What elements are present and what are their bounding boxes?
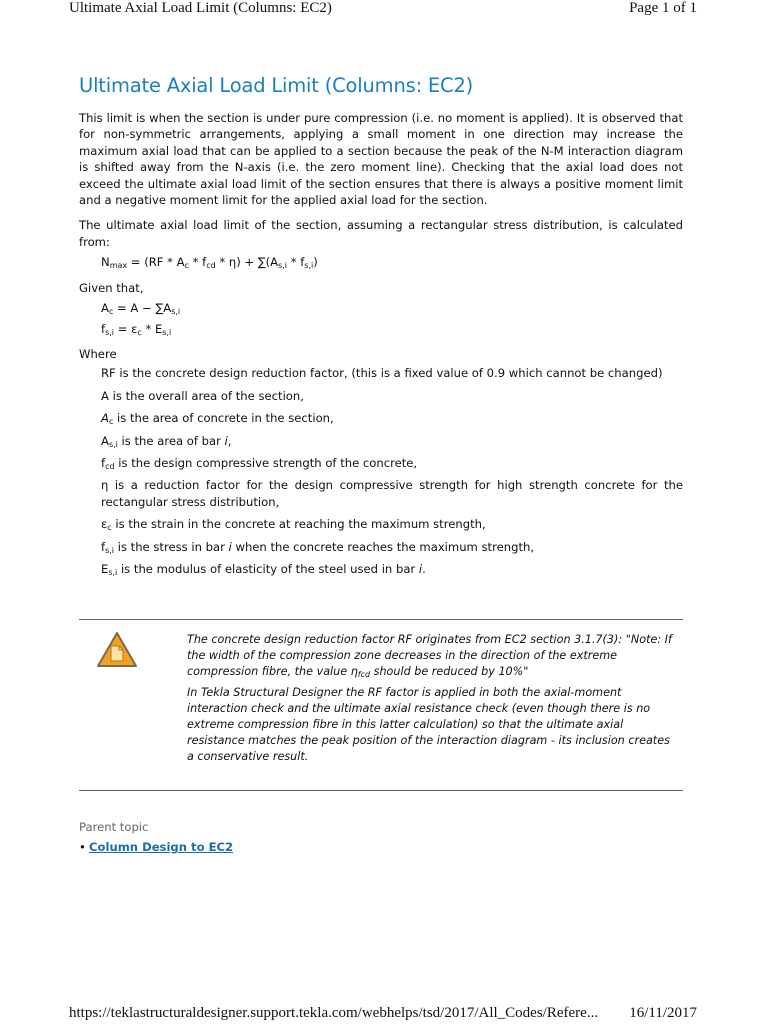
given-label: Given that, — [79, 280, 144, 295]
definition-ec: $\varepsilon_c$ is the strain in the concrete at reaching the maximum strength, — [101, 517, 486, 533]
parent-topic-list — [79, 840, 233, 854]
parent-topic-link[interactable]: Column Design to EC2 — [89, 840, 234, 854]
print-header — [0, 0, 768, 22]
intro-paragraph: This limit is when the section is under pure compression (i.e. no moment is applied). It is observed that for non-symmetric arrangements, applying a small moment in one direction may increase the maximum axial load that can be applied to a section because the peak of the N-M interaction diagram is shifted away from the N-axis (i.e. the zero moment line). Checking that the axial load does not exceed the ultimate axial load limit of the section ensures that there is always a positive moment limit and a negative moment limit for the applied axial load for the section. — [79, 111, 683, 208]
definition-a: A is the overall area of the section, — [101, 388, 304, 403]
fs-formula: $f_{s,i} = \varepsilon_c * E_{s,i}$ — [101, 322, 172, 338]
note-text — [187, 632, 675, 770]
definition-ac: $A_c$ is the area of concrete in the section, — [101, 411, 334, 427]
note-paragraph-2: In Tekla Structural Designer the RF factor is applied in both the axial-moment interaction check and the ultimate axial resistance check (even though there is no extreme compression fibre in this latter calculation) so that the ultimate axial resistance matches the peak position of the interaction diagram - its inclusion creates a conservative result. — [187, 685, 670, 764]
print-footer — [0, 1005, 768, 1024]
parent-topic-label: Parent topic — [79, 820, 149, 834]
definition-fsi: $f_{s,i}$ is the stress in bar i when the concrete reaches the maximum strength, — [101, 539, 535, 555]
print-footer-url: https://teklastructuraldesigner.support.tekla.com/webhelps/tsd/2017/All_Codes/Refere... — [69, 1005, 599, 1021]
print-header-title: Ultimate Axial Load Limit (Columns: EC2) — [69, 0, 332, 16]
definition-fcd: $f_{cd}$ is the design compressive strength of the concrete, — [101, 455, 418, 471]
nmax-formula: $N_{max} = (RF * A_c * f_{cd} * \eta) + \sum(A_{s,i} * f_{s,i})$ — [101, 255, 318, 271]
print-footer-date: 16/11/2017 — [629, 1005, 697, 1021]
definition-list — [101, 365, 683, 577]
note-box — [79, 619, 683, 791]
definition-eta: η is a reduction factor for the design compressive strength for high strength concrete for the rectangular stress distribution, — [101, 478, 683, 509]
note-paragraph-1: The concrete design reduction factor RF originates from EC2 section 3.1.7(3): "Note: If the width of the compression zone decreases in the direction of the extreme compression fibre, the value $\eta_{fcd}$ should be reduced by 10%" — [187, 633, 672, 680]
definition-asi: $A_{s,i}$ is the area of bar i, — [101, 433, 232, 449]
definition-esi: $E_{s,i}$ is the modulus of elasticity of the steel used in bar i. — [101, 561, 426, 577]
where-label: Where — [79, 346, 117, 361]
ac-formula: $A_c = A - \sum A_{s,i}$ — [101, 301, 181, 317]
topic-content — [79, 74, 683, 583]
given-formulas — [101, 300, 683, 338]
calc-intro-paragraph: The ultimate axial load limit of the section, assuming a rectangular stress distribution, is calculated from: — [79, 218, 683, 249]
list-bullet: • — [79, 840, 86, 854]
print-header-page: Page 1 of 1 — [629, 0, 697, 16]
page-title: Ultimate Axial Load Limit (Columns: EC2) — [79, 74, 474, 97]
note-warning-icon — [96, 631, 138, 669]
definition-rf: RF is the concrete design reduction factor, (this is a fixed value of 0.9 which cannot be changed) — [101, 366, 663, 381]
